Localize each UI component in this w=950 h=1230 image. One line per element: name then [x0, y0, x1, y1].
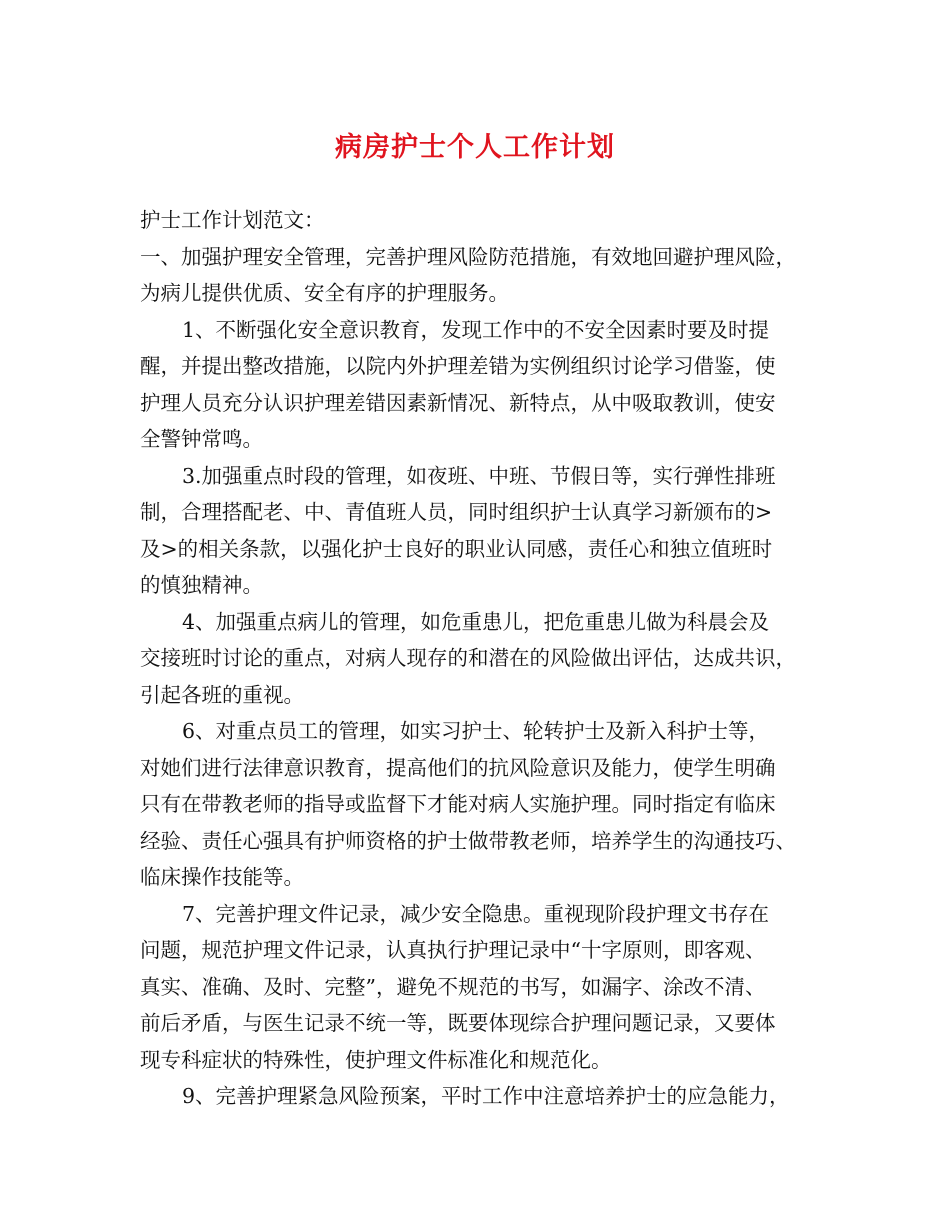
text-line: 的慎独精神。: [140, 573, 263, 597]
text-line: 护理人员充分认识护理差错因素新情况、新特点，从中吸取教训，使安: [140, 390, 776, 415]
text-line: 护士工作计划范文：: [140, 208, 325, 232]
text-line: 制，合理搭配老、中、青值班人员，同时组织护士认真学习新颁布的>: [140, 500, 773, 524]
text-line: 醒，并提出整改措施，以院内外护理差错为实例组织讨论学习借鉴，使: [140, 354, 776, 378]
page-title: 病房护士个人工作计划: [335, 132, 615, 163]
text-line: 7、完善护理文件记录，减少安全隐患。重视现阶段护理文书存在: [182, 901, 770, 926]
text-line: 对她们进行法律意识教育，提高他们的抗风险意识及能力，使学生明确: [140, 755, 776, 780]
text-line: 及>的相关条款，以强化护士良好的职业认同感，责任心和独立值班时: [140, 536, 773, 561]
text-line: 经验、责任心强具有护师资格的护士做带教老师，培养学生的沟通技巧、: [140, 828, 796, 853]
text-line: 引起各班的重视。: [140, 682, 304, 707]
text-line: 4、加强重点病儿的管理，如危重患儿，把危重患儿做为科晨会及: [182, 609, 770, 634]
text-line: 临床操作技能等。: [140, 865, 304, 889]
text-line: 交接班时讨论的重点，对病人现存的和潜在的风险做出评估，达成共识，: [140, 646, 796, 670]
text-line: 一、加强护理安全管理，完善护理风险防范措施，有效地回避护理风险，: [140, 244, 796, 269]
document-body: [140, 202, 830, 1115]
text-line: 前后矛盾，与医生记录不统一等，既要体现综合护理问题记录，又要体: [140, 1011, 776, 1035]
text-line: 1、不断强化安全意识教育，发现工作中的不安全因素时要及时提: [182, 317, 770, 342]
text-line: 只有在带教老师的指导或监督下才能对病人实施护理。同时指定有临床: [140, 792, 776, 816]
text-line: 9、完善护理紧急风险预案，平时工作中注意培养护士的应急能力，: [182, 1084, 790, 1108]
text-line: 全警钟常鸣。: [140, 427, 263, 451]
text-line: 为病儿提供优质、安全有序的护理服务。: [140, 281, 509, 305]
text-line: 问题，规范护理文件记录，认真执行护理记录中“十字原则，即客观、: [140, 938, 766, 962]
text-line: 3.加强重点时段的管理，如夜班、中班、节假日等，实行弹性排班: [182, 463, 776, 488]
text-line: 现专科症状的特殊性，使护理文件标准化和规范化。: [140, 1047, 612, 1072]
text-line: 6、对重点员工的管理，如实习护士、轮转护士及新入科护士等，: [182, 719, 770, 743]
text-line: 真实、准确、及时、完整”，避免不规范的书写，如漏字、涂改不清、: [140, 974, 766, 999]
